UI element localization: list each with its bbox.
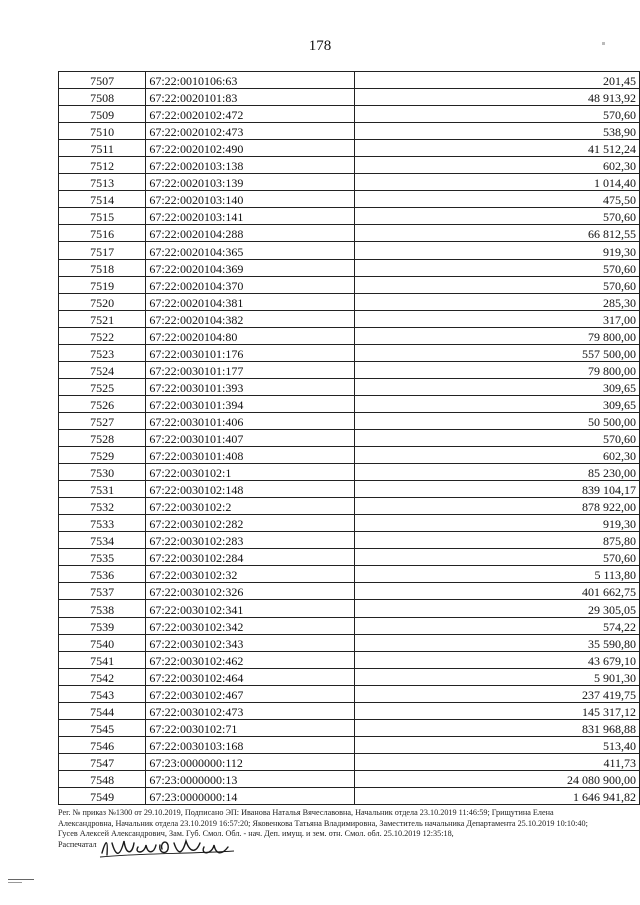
row-number-cell: 7544 <box>59 702 146 719</box>
printed-by-label: Распечатал <box>58 839 97 849</box>
row-number-cell: 7509 <box>59 106 146 123</box>
table-body <box>59 72 640 805</box>
table-row <box>59 634 640 651</box>
row-number-cell: 7548 <box>59 770 146 787</box>
cadastral-number-cell: 67:22:0020104:365 <box>146 242 355 259</box>
amount-cell: 570,60 <box>355 276 640 293</box>
amount-cell: 570,60 <box>355 549 640 566</box>
cadastral-number-cell: 67:22:0030102:473 <box>146 702 355 719</box>
cadastral-number-cell: 67:22:0020101:83 <box>146 89 355 106</box>
cadastral-number-cell: 67:22:0020103:139 <box>146 174 355 191</box>
table-row <box>59 549 640 566</box>
amount-cell: 237 419,75 <box>355 685 640 702</box>
row-number-cell: 7511 <box>59 140 146 157</box>
row-number-cell: 7520 <box>59 293 146 310</box>
cadastral-number-cell: 67:22:0030101:407 <box>146 429 355 446</box>
cadastral-number-cell: 67:22:0030102:326 <box>146 583 355 600</box>
cadastral-number-cell: 67:22:0030102:1 <box>146 464 355 481</box>
amount-cell: 538,90 <box>355 123 640 140</box>
table-row <box>59 429 640 446</box>
amount-cell: 839 104,17 <box>355 481 640 498</box>
table-row <box>59 753 640 770</box>
table-row <box>59 310 640 327</box>
amount-cell: 48 913,92 <box>355 89 640 106</box>
table-row <box>59 651 640 668</box>
table-row <box>59 412 640 429</box>
amount-cell: 831 968,88 <box>355 719 640 736</box>
amount-cell: 5 901,30 <box>355 668 640 685</box>
row-number-cell: 7533 <box>59 515 146 532</box>
row-number-cell: 7541 <box>59 651 146 668</box>
cadastral-number-cell: 67:22:0020104:381 <box>146 293 355 310</box>
amount-cell: 875,80 <box>355 532 640 549</box>
row-number-cell: 7534 <box>59 532 146 549</box>
amount-cell: 50 500,00 <box>355 412 640 429</box>
table-row <box>59 719 640 736</box>
amount-cell: 570,60 <box>355 208 640 225</box>
cadastral-number-cell: 67:22:0020104:80 <box>146 327 355 344</box>
amount-cell: 1 014,40 <box>355 174 640 191</box>
row-number-cell: 7543 <box>59 685 146 702</box>
table-row <box>59 617 640 634</box>
amount-cell: 43 679,10 <box>355 651 640 668</box>
amount-cell: 878 922,00 <box>355 498 640 515</box>
amount-cell: 1 646 941,82 <box>355 787 640 804</box>
cadastral-table <box>58 71 640 805</box>
table-row <box>59 72 640 89</box>
table-row <box>59 174 640 191</box>
table-row <box>59 600 640 617</box>
amount-cell: 401 662,75 <box>355 583 640 600</box>
amount-cell: 411,73 <box>355 753 640 770</box>
row-number-cell: 7510 <box>59 123 146 140</box>
row-number-cell: 7517 <box>59 242 146 259</box>
amount-cell: 66 812,55 <box>355 225 640 242</box>
amount-cell: 557 500,00 <box>355 344 640 361</box>
table-row <box>59 532 640 549</box>
cadastral-number-cell: 67:22:0020102:473 <box>146 123 355 140</box>
cadastral-number-cell: 67:22:0020103:140 <box>146 191 355 208</box>
cadastral-number-cell: 67:22:0030102:467 <box>146 685 355 702</box>
row-number-cell: 7519 <box>59 276 146 293</box>
table-row <box>59 736 640 753</box>
amount-cell: 309,65 <box>355 378 640 395</box>
table-row <box>59 259 640 276</box>
row-number-cell: 7525 <box>59 378 146 395</box>
amount-cell: 79 800,00 <box>355 361 640 378</box>
row-number-cell: 7524 <box>59 361 146 378</box>
row-number-cell: 7508 <box>59 89 146 106</box>
cadastral-number-cell: 67:22:0010106:63 <box>146 72 355 89</box>
table-row <box>59 157 640 174</box>
table-row <box>59 498 640 515</box>
table-row <box>59 464 640 481</box>
cadastral-number-cell: 67:22:0030101:408 <box>146 447 355 464</box>
table-row <box>59 225 640 242</box>
row-number-cell: 7542 <box>59 668 146 685</box>
row-number-cell: 7530 <box>59 464 146 481</box>
row-number-cell: 7531 <box>59 481 146 498</box>
table-row <box>59 191 640 208</box>
registration-text: Рег. № приказ №1300 от 29.10.2019, Подписано ЭП: Иванова Наталья Вячеславовна, Начальник отдела 23.10.2019 11:46:59; Грищутина Елена Александровна, Начальник отдела 23.10.2019 16:57:20; Яковенкова Татьяна Владимировна, Заместитель начальника Департамента 25.10.2019 10:10:40; Гусев Алексей Александрович, Зам. Губ. Смол. Обл. - нач. Деп. имущ. и зем. отн. Смол. обл. 25.10.2019 12:35:18, <box>58 808 588 838</box>
amount-cell: 5 113,80 <box>355 566 640 583</box>
row-number-cell: 7513 <box>59 174 146 191</box>
page-number: 178 <box>308 38 332 54</box>
cadastral-number-cell: 67:22:0030102:2 <box>146 498 355 515</box>
row-number-cell: 7526 <box>59 395 146 412</box>
amount-cell: 24 080 900,00 <box>355 770 640 787</box>
cadastral-number-cell: 67:22:0020103:138 <box>146 157 355 174</box>
cadastral-number-cell: 67:22:0030102:464 <box>146 668 355 685</box>
cadastral-number-cell: 67:22:0030102:71 <box>146 719 355 736</box>
table-row <box>59 276 640 293</box>
amount-cell: 602,30 <box>355 447 640 464</box>
table-row <box>59 327 640 344</box>
cadastral-number-cell: 67:22:0020104:382 <box>146 310 355 327</box>
cadastral-number-cell: 67:22:0030101:394 <box>146 395 355 412</box>
table-row <box>59 208 640 225</box>
cadastral-number-cell: 67:22:0030101:176 <box>146 344 355 361</box>
row-number-cell: 7539 <box>59 617 146 634</box>
cadastral-number-cell: 67:22:0030102:282 <box>146 515 355 532</box>
cadastral-number-cell: 67:22:0020102:490 <box>146 140 355 157</box>
amount-cell: 570,60 <box>355 429 640 446</box>
amount-cell: 285,30 <box>355 293 640 310</box>
row-number-cell: 7537 <box>59 583 146 600</box>
row-number-cell: 7516 <box>59 225 146 242</box>
table-row <box>59 395 640 412</box>
cadastral-number-cell: 67:23:0000000:14 <box>146 787 355 804</box>
row-number-cell: 7514 <box>59 191 146 208</box>
table-row <box>59 344 640 361</box>
cadastral-number-cell: 67:22:0030102:148 <box>146 481 355 498</box>
table-row <box>59 770 640 787</box>
row-number-cell: 7540 <box>59 634 146 651</box>
amount-cell: 475,50 <box>355 191 640 208</box>
amount-cell: 35 590,80 <box>355 634 640 651</box>
table-row <box>59 583 640 600</box>
cadastral-number-cell: 67:22:0030102:462 <box>146 651 355 668</box>
cadastral-number-cell: 67:22:0030101:177 <box>146 361 355 378</box>
row-number-cell: 7536 <box>59 566 146 583</box>
cadastral-number-cell: 67:22:0020104:288 <box>146 225 355 242</box>
cadastral-number-cell: 67:22:0020104:370 <box>146 276 355 293</box>
table-row <box>59 378 640 395</box>
amount-cell: 919,30 <box>355 515 640 532</box>
cadastral-number-cell: 67:22:0020102:472 <box>146 106 355 123</box>
table-row <box>59 702 640 719</box>
row-number-cell: 7547 <box>59 753 146 770</box>
cadastral-number-cell: 67:22:0030103:168 <box>146 736 355 753</box>
cadastral-number-cell: 67:22:0030102:343 <box>146 634 355 651</box>
amount-cell: 919,30 <box>355 242 640 259</box>
table-row <box>59 515 640 532</box>
row-number-cell: 7521 <box>59 310 146 327</box>
row-number-cell: 7515 <box>59 208 146 225</box>
table-row <box>59 668 640 685</box>
amount-cell: 574,22 <box>355 617 640 634</box>
table-row <box>59 293 640 310</box>
cadastral-number-cell: 67:22:0030101:406 <box>146 412 355 429</box>
amount-cell: 201,45 <box>355 72 640 89</box>
amount-cell: 41 512,24 <box>355 140 640 157</box>
table-row <box>59 123 640 140</box>
row-number-cell: 7549 <box>59 787 146 804</box>
scan-line-mark <box>8 879 34 880</box>
handwritten-signature <box>98 833 238 861</box>
table-row <box>59 89 640 106</box>
amount-cell: 29 305,05 <box>355 600 640 617</box>
table-row <box>59 242 640 259</box>
cadastral-number-cell: 67:22:0030102:341 <box>146 600 355 617</box>
amount-cell: 85 230,00 <box>355 464 640 481</box>
amount-cell: 317,00 <box>355 310 640 327</box>
cadastral-number-cell: 67:22:0030101:393 <box>146 378 355 395</box>
row-number-cell: 7535 <box>59 549 146 566</box>
amount-cell: 513,40 <box>355 736 640 753</box>
row-number-cell: 7538 <box>59 600 146 617</box>
row-number-cell: 7522 <box>59 327 146 344</box>
table-row <box>59 140 640 157</box>
row-number-cell: 7518 <box>59 259 146 276</box>
row-number-cell: 7512 <box>59 157 146 174</box>
row-number-cell: 7528 <box>59 429 146 446</box>
row-number-cell: 7523 <box>59 344 146 361</box>
amount-cell: 570,60 <box>355 259 640 276</box>
row-number-cell: 7527 <box>59 412 146 429</box>
amount-cell: 570,60 <box>355 106 640 123</box>
scan-speck <box>602 42 605 45</box>
cadastral-number-cell: 67:22:0030102:283 <box>146 532 355 549</box>
cadastral-number-cell: 67:22:0030102:32 <box>146 566 355 583</box>
cadastral-number-cell: 67:22:0030102:342 <box>146 617 355 634</box>
row-number-cell: 7529 <box>59 447 146 464</box>
row-number-cell: 7532 <box>59 498 146 515</box>
table-row <box>59 566 640 583</box>
cadastral-number-cell: 67:23:0000000:13 <box>146 770 355 787</box>
cadastral-number-cell: 67:23:0000000:112 <box>146 753 355 770</box>
table-row <box>59 481 640 498</box>
table-row <box>59 361 640 378</box>
table-row <box>59 787 640 804</box>
amount-cell: 309,65 <box>355 395 640 412</box>
row-number-cell: 7545 <box>59 719 146 736</box>
cadastral-number-cell: 67:22:0020103:141 <box>146 208 355 225</box>
row-number-cell: 7507 <box>59 72 146 89</box>
amount-cell: 145 317,12 <box>355 702 640 719</box>
amount-cell: 602,30 <box>355 157 640 174</box>
cadastral-number-cell: 67:22:0020104:369 <box>146 259 355 276</box>
scan-line-mark-short <box>8 882 22 883</box>
row-number-cell: 7546 <box>59 736 146 753</box>
table-row <box>59 447 640 464</box>
amount-cell: 79 800,00 <box>355 327 640 344</box>
table-row <box>59 685 640 702</box>
cadastral-number-cell: 67:22:0030102:284 <box>146 549 355 566</box>
table-row <box>59 106 640 123</box>
